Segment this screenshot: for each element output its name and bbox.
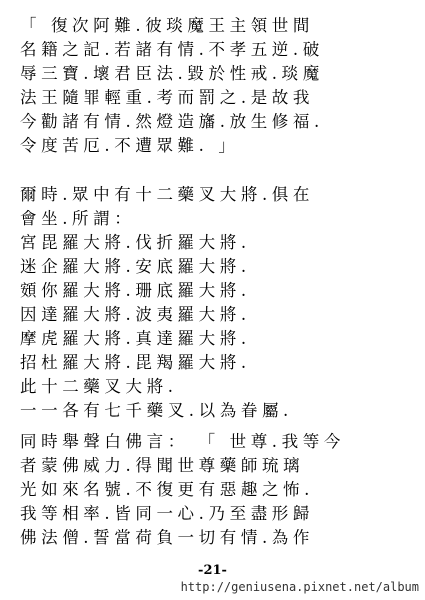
text-line: 令度苦厄.不遭眾難. 」 <box>20 136 240 155</box>
text-line: 光如來名號.不復更有惡趣之怖. <box>20 480 314 499</box>
text-line: 頞你羅大將.珊底羅大將. <box>20 281 251 300</box>
text-line: 招杜羅大將.毘羯羅大將. <box>20 353 251 372</box>
text-line: 佛法僧.誓當荷負一切有情.為作 <box>20 528 314 547</box>
text-line: 名籍之記.若諸有情.不孝五逆.破 <box>20 40 324 59</box>
page-number: -21- <box>198 563 227 578</box>
text-line: 宮毘羅大將.伐折羅大將. <box>20 233 251 252</box>
text-line: 摩虎羅大將.真達羅大將. <box>20 329 251 348</box>
paragraph-3 <box>20 430 405 550</box>
text-line: 者蒙佛威力.得聞世尊藥師琉璃 <box>20 456 305 475</box>
text-line: 一一各有七千藥叉.以為眷屬. <box>20 401 293 420</box>
text-line: 同時舉聲白佛言： 「 世尊.我等今 <box>20 432 345 451</box>
text-line: 迷企羅大將.安底羅大將. <box>20 257 251 276</box>
paragraph-1 <box>20 14 405 158</box>
text-line: 法王隨罪輕重.考而罰之.是故我 <box>20 88 314 107</box>
text-line: 辱三寶.壞君臣法.毀於性戒.琰魔 <box>20 64 324 83</box>
text-line: 因達羅大將.波夷羅大將. <box>20 305 251 324</box>
text-line: 會坐.所謂： <box>20 209 136 228</box>
text-line: 爾時.眾中有十二藥叉大將.俱在 <box>20 185 314 204</box>
text-line: 此十二藥叉大將. <box>20 377 178 396</box>
text-line: 「 復次阿難.彼琰魔王主領世間 <box>20 16 314 35</box>
paragraph-2 <box>20 183 405 423</box>
watermark-url: http://geniusena.pixnet.net/album <box>180 580 419 594</box>
text-line: 今勸諸有情.然燈造旛.放生修福. <box>20 112 324 131</box>
text-line: 我等相率.皆同一心.乃至盡形歸 <box>20 504 314 523</box>
